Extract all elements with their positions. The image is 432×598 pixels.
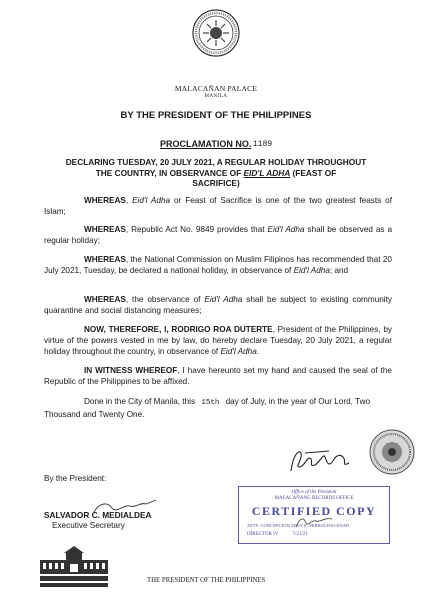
stamp-records-office: MALACAÑANG RECORDS OFFICE <box>274 496 354 501</box>
footer-president-title: THE PRESIDENT OF THE PHILIPPINES <box>147 577 266 584</box>
by-the-president-label: By the President: <box>44 474 107 483</box>
paragraph-lead: IN WITNESS WHEREOF <box>84 366 178 375</box>
paragraph-italic: Eid'l Adha <box>267 225 305 234</box>
city-heading: MANILA <box>204 94 228 99</box>
stamp-date: 7/21/21 <box>292 532 308 537</box>
declaration-line-2 <box>44 168 388 179</box>
paragraph-text: Done in the City of Manila, this <box>84 397 198 406</box>
stamp-office: Office of the President <box>291 490 337 495</box>
paragraph-text: ; and <box>329 266 349 275</box>
therefore-paragraph <box>44 324 392 357</box>
declaration-line-3: SACRIFICE) <box>192 178 240 188</box>
paragraph-lead: WHEREAS <box>84 196 126 205</box>
secretary-name: SALVADOR C. MEDIALDEA <box>44 510 152 520</box>
stamp-certified-copy: CERTIFIED COPY <box>251 504 377 518</box>
whereas-paragraph-3 <box>44 254 392 276</box>
stamp-attorney: ATTY. CONCEPCION ZENY E. FERROLINO-ENAD <box>247 523 350 528</box>
declaration-holiday-name: EID'L ADHA <box>243 167 291 178</box>
stamp-director-line <box>247 532 308 537</box>
whereas-paragraph-4 <box>44 294 392 316</box>
done-paragraph <box>44 396 392 420</box>
paragraph-italic: Eid'l Adha <box>293 266 330 275</box>
stamp-director: DIRECTOR IV <box>247 532 279 537</box>
proclamation-label: PROCLAMATION NO. <box>160 139 252 149</box>
witness-paragraph <box>44 365 392 387</box>
by-president-heading: BY THE PRESIDENT OF THE PHILIPPINES <box>120 110 312 121</box>
dry-seal-icon <box>368 428 416 476</box>
president-signature-icon <box>285 445 355 475</box>
declaration-line-2-end: (FEAST OF <box>290 167 337 178</box>
paragraph-lead: WHEREAS <box>84 255 126 264</box>
paragraph-text: , the observance of <box>125 295 205 304</box>
paragraph-lead: NOW, THEREFORE, I, RODRIGO ROA DUTERTE <box>84 325 273 334</box>
paragraph-text: , President of the Philippines, by virtue of the powers vested in me by law, do hereby declare Tuesday, 20 July 2021, a regular holiday throughout the country, in observance of <box>44 325 392 356</box>
paragraph-italic: Eid'l Adha <box>204 295 243 304</box>
paragraph-text: day of July, in the year of Our Lord, Two Thousand and Twenty One. <box>44 397 371 419</box>
stamp-signature-icon <box>294 515 334 529</box>
certified-copy-stamp <box>238 486 390 544</box>
secretary-title: Executive Secretary <box>52 521 125 530</box>
declaration-line-1: DECLARING TUESDAY, 20 JULY 2021, A REGULAR HOLIDAY THROUGHOUT <box>65 157 367 167</box>
paragraph-text: or Feast of Sacrifice is one of the two greatest feasts of Islam; <box>44 196 392 216</box>
whereas-paragraph-2 <box>44 224 392 246</box>
malacanang-building-logo-icon <box>40 546 108 588</box>
declaration-title <box>44 157 388 189</box>
paragraph-lead: WHEREAS <box>84 295 126 304</box>
paragraph-text: , I have hereunto set my hand and caused the seal of the Republic of the Philippines to be affixed. <box>44 366 392 386</box>
proclamation-number: 1189 <box>253 140 273 149</box>
paragraph-italic: Eid'l Adha <box>220 347 257 356</box>
paragraph-text: , <box>125 196 133 205</box>
paragraph-text: , Republic Act No. 9849 provides that <box>125 225 268 234</box>
paragraph-text: shall be observed as a regular holiday; <box>44 225 393 245</box>
declaration-line-2-text: THE COUNTRY, IN OBSERVANCE OF <box>95 167 244 178</box>
paragraph-lead: WHEREAS <box>84 225 126 234</box>
whereas-paragraph-1 <box>44 195 392 217</box>
paragraph-text: , the National Commission on Muslim Filipinos has recommended that 20 July 2021, Tuesday, be declared a national holiday, in observance of <box>44 255 392 275</box>
day-filled: 15th <box>201 399 220 407</box>
paragraph-text: shall be subject to existing community quarantine and social distancing measures; <box>44 295 392 315</box>
palace-heading: MALACAÑAN PALACE <box>174 84 258 93</box>
paragraph-text: . <box>256 347 260 356</box>
paragraph-italic: Eid'l Adha <box>132 196 171 205</box>
presidential-seal-icon <box>191 8 241 58</box>
